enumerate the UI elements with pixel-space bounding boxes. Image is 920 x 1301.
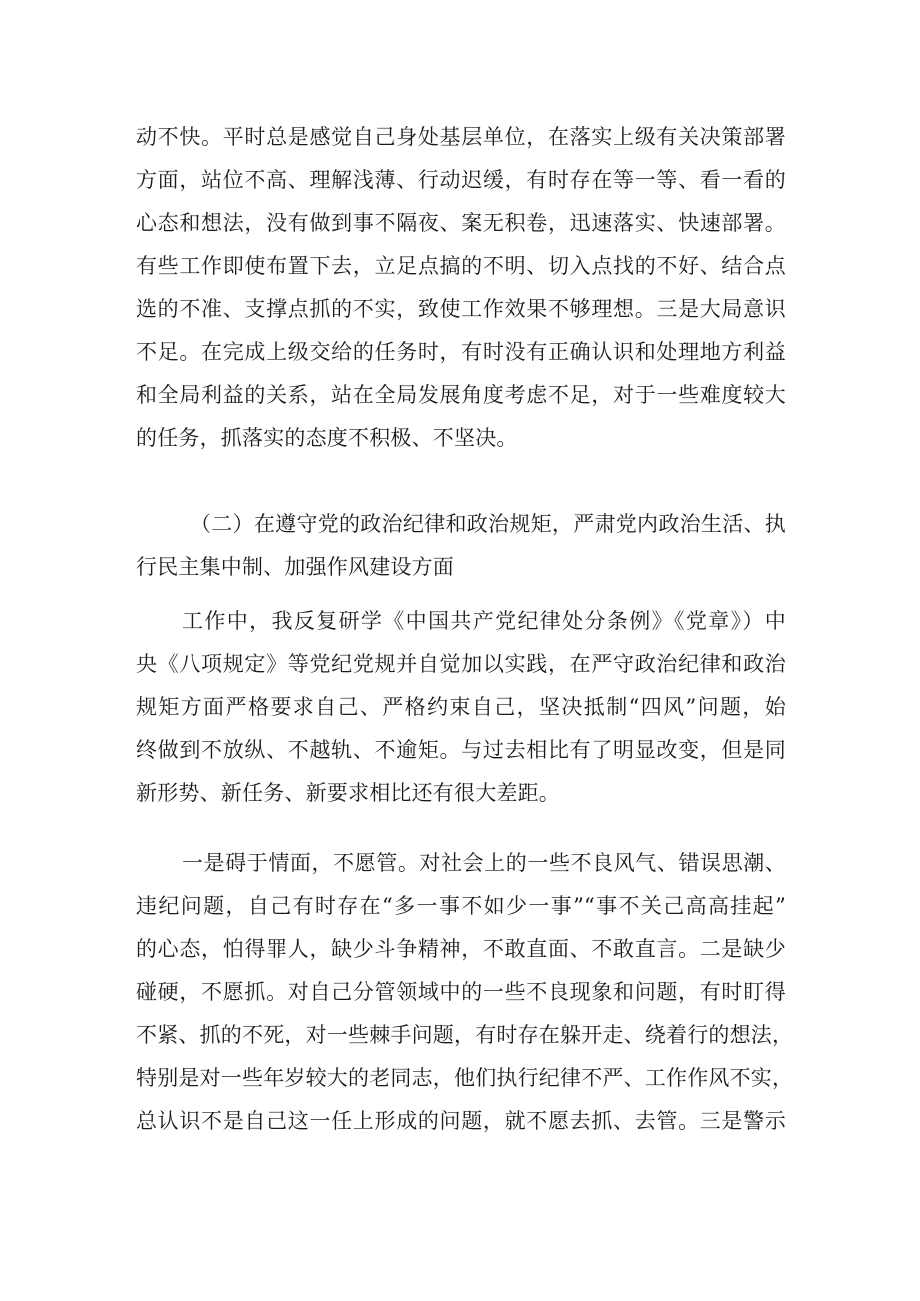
text-line: 违纪问题，自己有时存在“多一事不如少一事”“事不关己高高挂起” <box>136 894 786 918</box>
text-line: 选的不准、支撑点抓的不实，致使工作效果不够理想。三是大局意识 <box>136 297 786 321</box>
text-line: 一是碍于情面，不愿管。对社会上的一些不良风气、错误思潮、 <box>182 851 786 875</box>
text-line: 总认识不是自己这一任上形成的问题，就不愿去抓、去管。三是警示 <box>136 1109 786 1133</box>
text-line: 的心态，怕得罪人，缺少斗争精神，不敢直面、不敢直言。二是缺少 <box>136 937 786 961</box>
text-line: 方面，站位不高、理解浅薄、行动迟缓，有时存在等一等、看一看的 <box>136 168 786 192</box>
text-line: 碰硬，不愿抓。对自己分管领域中的一些不良现象和问题，有时盯得 <box>136 980 786 1004</box>
text-line: 动不快。平时总是感觉自己身处基层单位，在落实上级有关决策部署 <box>136 125 786 149</box>
section-heading-line: 行民主集中制、加强作风建设方面 <box>136 555 454 579</box>
text-line: 不足。在完成上级交给的任务时，有时没有正确认识和处理地方利益 <box>136 340 786 364</box>
section-heading-line: （二）在遵守党的政治纪律和政治规矩，严肃党内政治生活、执 <box>190 512 786 536</box>
text-line: 和全局利益的关系，站在全局发展角度考虑不足，对于一些难度较大 <box>136 383 786 407</box>
text-line: 有些工作即使布置下去，立足点搞的不明、切入点找的不好、结合点 <box>136 254 786 278</box>
text-line: 央《八项规定》等党纪党规并自觉加以实践，在严守政治纪律和政治 <box>136 652 786 676</box>
text-line: 新形势、新任务、新要求相比还有很大差距。 <box>136 781 560 805</box>
text-line: 心态和想法，没有做到事不隔夜、案无积卷，迅速落实、快速部署。 <box>136 211 786 235</box>
text-line: 终做到不放纵、不越轨、不逾矩。与过去相比有了明显改变，但是同 <box>136 738 786 762</box>
text-line: 不紧、抓的不死，对一些棘手问题，有时存在躲开走、绕着行的想法， <box>136 1023 794 1047</box>
text-line: 工作中，我反复研学《中国共产党纪律处分条例》《党章》）中 <box>182 609 786 633</box>
text-line: 特别是对一些年岁较大的老同志，他们执行纪律不严、工作作风不实， <box>136 1066 794 1090</box>
text-line: 的任务，抓落实的态度不积极、不坚决。 <box>136 426 518 450</box>
text-line: 规矩方面严格要求自己、严格约束自己，坚决抵制“四风”问题，始 <box>136 695 786 719</box>
